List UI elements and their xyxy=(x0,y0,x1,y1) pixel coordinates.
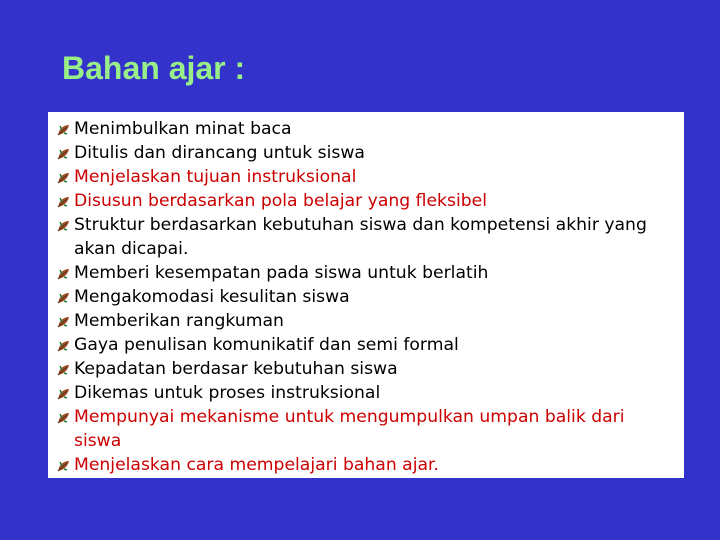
list-item xyxy=(48,165,674,189)
list-item xyxy=(48,285,674,309)
leaf-bullet-icon xyxy=(57,268,70,280)
list-item-text: Menjelaskan cara mempelajari bahan ajar. xyxy=(74,455,439,475)
leaf-bullet-icon xyxy=(57,316,70,328)
list-item-text: Memberi kesempatan pada siswa untuk berlatih xyxy=(74,263,489,283)
leaf-bullet-icon xyxy=(57,460,70,472)
list-item xyxy=(48,189,674,213)
list-item xyxy=(48,213,674,261)
list-item xyxy=(48,117,674,141)
list-item-text: Ditulis dan dirancang untuk siswa xyxy=(74,143,365,163)
leaf-bullet-icon xyxy=(57,196,70,208)
list-item-text: Menimbulkan minat baca xyxy=(74,119,292,139)
content-panel xyxy=(48,112,684,478)
list-item-text: Menjelaskan tujuan instruksional xyxy=(74,167,357,187)
list-item-text: Struktur berdasarkan kebutuhan siswa dan kompetensi akhir yang akan dicapai. xyxy=(74,215,647,259)
list-item-text: Memberikan rangkuman xyxy=(74,311,284,331)
list-item-text: Dikemas untuk proses instruksional xyxy=(74,383,381,403)
leaf-bullet-icon xyxy=(57,220,70,232)
leaf-bullet-icon xyxy=(57,124,70,136)
leaf-bullet-icon xyxy=(57,340,70,352)
leaf-bullet-icon xyxy=(57,148,70,160)
leaf-bullet-icon xyxy=(57,364,70,376)
list-item-text: Gaya penulisan komunikatif dan semi formal xyxy=(74,335,459,355)
list-item-text: Disusun berdasarkan pola belajar yang fleksibel xyxy=(74,191,487,211)
leaf-bullet-icon xyxy=(57,292,70,304)
list-item xyxy=(48,333,674,357)
bullet-list xyxy=(48,112,684,477)
list-item xyxy=(48,453,674,477)
list-item xyxy=(48,381,674,405)
list-item-text: Mengakomodasi kesulitan siswa xyxy=(74,287,350,307)
list-item xyxy=(48,309,674,333)
list-item xyxy=(48,405,674,453)
slide-title: Bahan ajar : xyxy=(62,50,246,86)
list-item xyxy=(48,357,674,381)
list-item-text: Kepadatan berdasar kebutuhan siswa xyxy=(74,359,398,379)
list-item xyxy=(48,261,674,285)
list-item xyxy=(48,141,674,165)
leaf-bullet-icon xyxy=(57,412,70,424)
list-item-text: Mempunyai mekanisme untuk mengumpulkan umpan balik dari siswa xyxy=(74,407,625,451)
leaf-bullet-icon xyxy=(57,388,70,400)
leaf-bullet-icon xyxy=(57,172,70,184)
